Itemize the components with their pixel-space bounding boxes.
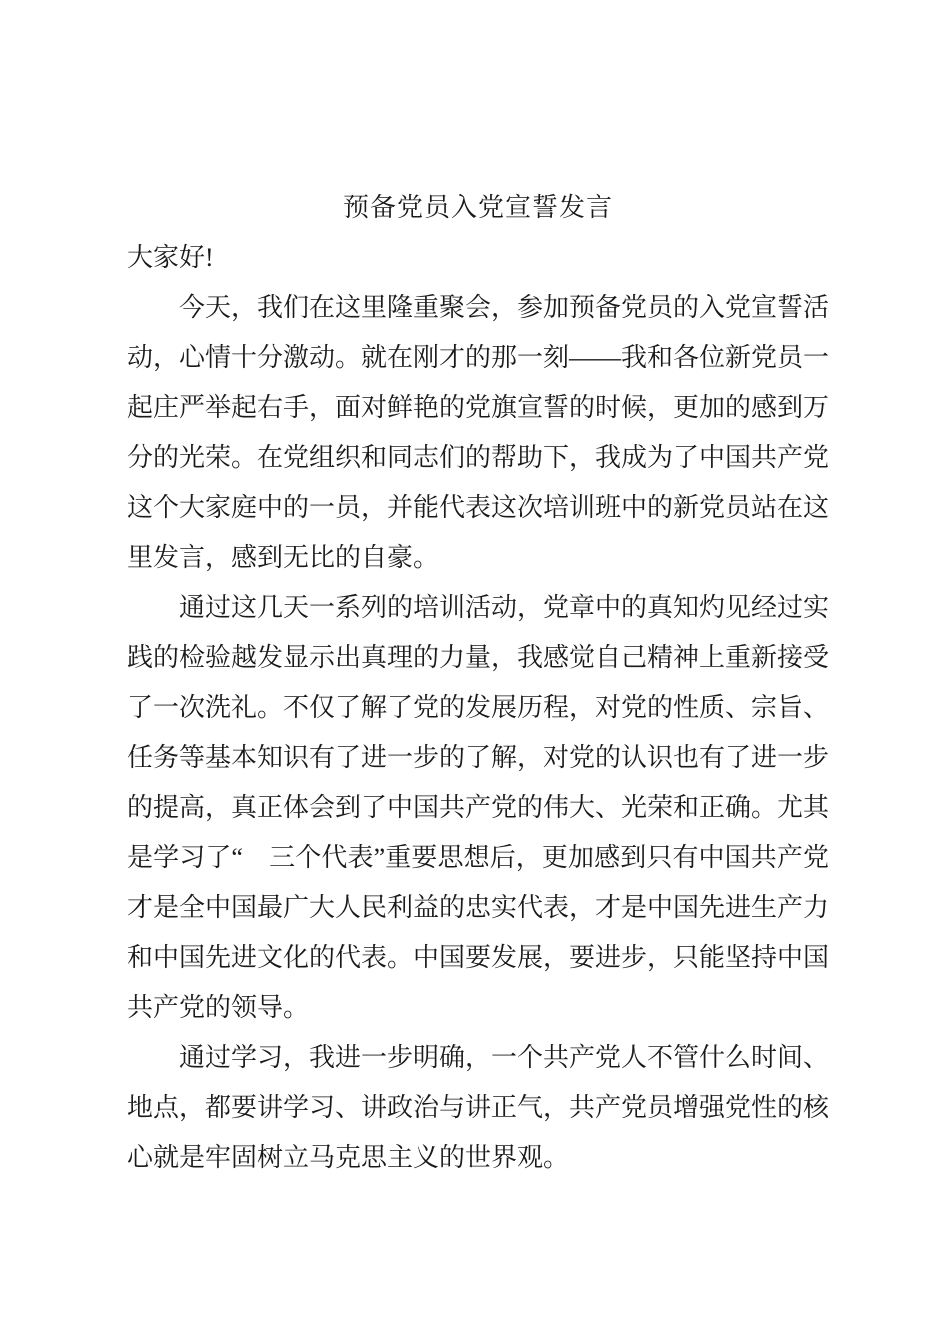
document-title: 预备党员入党宣誓发言 — [342, 193, 613, 222]
paragraph-3: 通过学习，我进一步明确，一个共产党人不管什么时间、地点，都要讲学习、讲政治与讲正气，共产党员增强党性的核心就是牢固树立马克思主义的世界观。 — [127, 1043, 830, 1172]
paragraph-2: 通过这几天一系列的培训活动，党章中的真知灼见经过实践的检验越发显示出真理的力量，我感觉自己精神上重新接受了一次洗礼。不仅了解了党的发展历程，对党的性质、宗旨、任务等基本知识有了进一步的了解，对党的认识也有了进一步的提高，真正体会到了中国共产党的伟大、光荣和正确。尤其是学习了“ 三个代表”重要思想后，更加感到只有中国共产党才是全中国最广大人民利益的忠实代表，才是中国先进生产力和中国先进文化的代表。中国要发展，要进步，只能坚持中国共产党的领导。 — [127, 593, 830, 1022]
greeting-line: 大家好! — [127, 243, 214, 272]
paragraph-1: 今天，我们在这里隆重聚会，参加预备党员的入党宣誓活动，心情十分激动。就在刚才的那一刻——我和各位新党员一起庄严举起右手，面对鲜艳的党旗宣誓的时候，更加的感到万分的光荣。在党组织和同志们的帮助下，我成为了中国共产党这个大家庭中的一员，并能代表这次培训班中的新党员站在这里发言，感到无比的自豪。 — [127, 293, 830, 572]
